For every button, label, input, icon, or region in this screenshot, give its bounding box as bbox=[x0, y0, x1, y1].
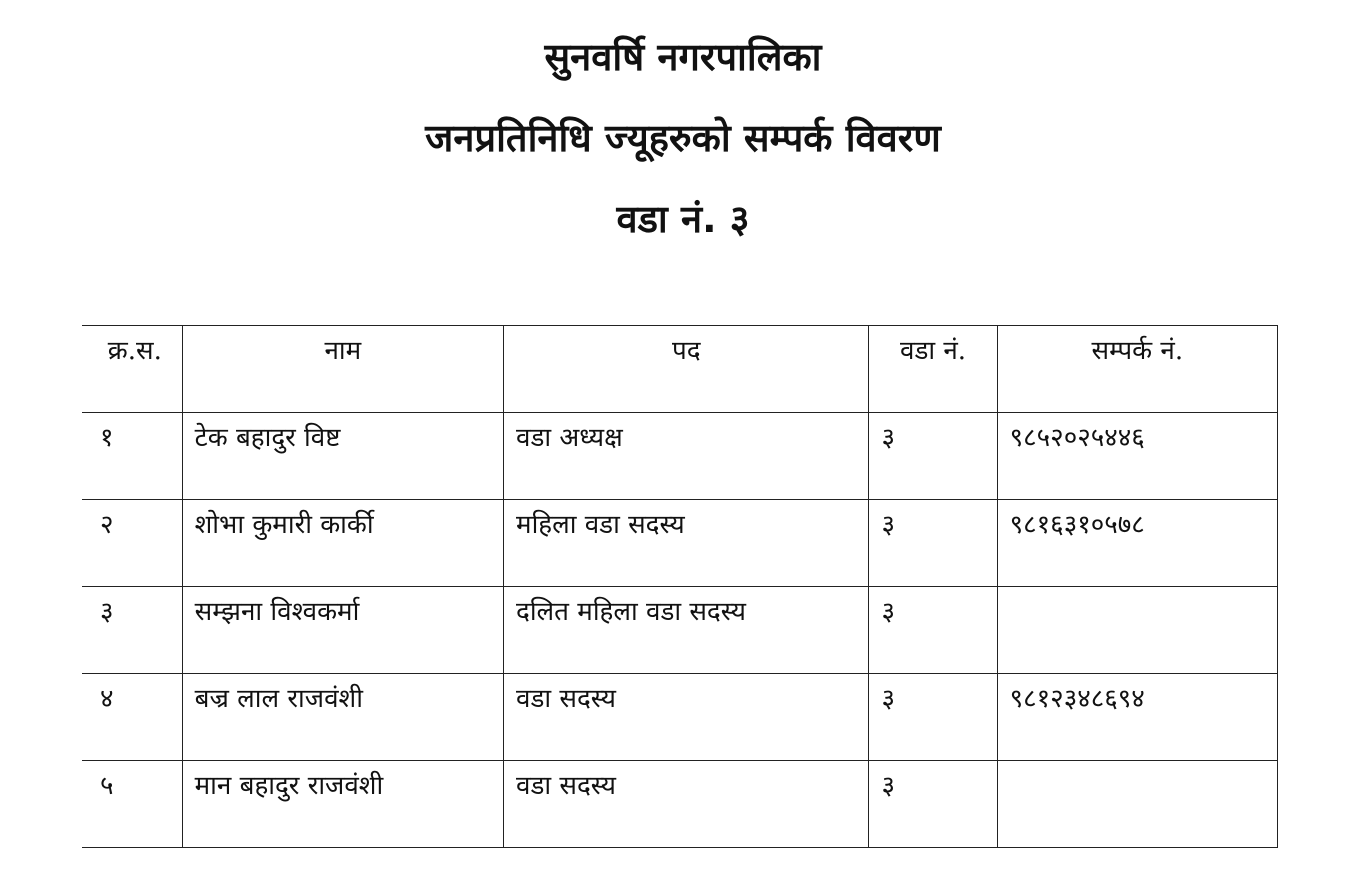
cell-contact-number: ९८५२०२५४४६ bbox=[997, 413, 1277, 500]
cell-name: मान बहादुर राजवंशी bbox=[182, 761, 503, 848]
cell-contact-number bbox=[997, 587, 1277, 674]
header-contact-number: सम्पर्क नं. bbox=[997, 326, 1277, 413]
cell-serial-number: ४ bbox=[82, 674, 182, 761]
cell-name: सम्झना विश्वकर्मा bbox=[182, 587, 503, 674]
cell-serial-number: १ bbox=[82, 413, 182, 500]
header-ward-number: वडा नं. bbox=[869, 326, 997, 413]
header-name: नाम bbox=[182, 326, 503, 413]
cell-ward-number: ३ bbox=[869, 587, 997, 674]
cell-post: महिला वडा सदस्य bbox=[504, 500, 869, 587]
cell-post: वडा अध्यक्ष bbox=[504, 413, 869, 500]
table-row bbox=[82, 500, 1278, 587]
municipality-title: सुनवर्षि नगरपालिका bbox=[544, 35, 822, 79]
header-post: पद bbox=[504, 326, 869, 413]
table-header-row bbox=[82, 326, 1278, 413]
cell-contact-number: ९८१६३१०५७८ bbox=[997, 500, 1277, 587]
table-row bbox=[82, 674, 1278, 761]
cell-ward-number: ३ bbox=[869, 761, 997, 848]
cell-ward-number: ३ bbox=[869, 500, 997, 587]
cell-name: बज्र लाल राजवंशी bbox=[182, 674, 503, 761]
cell-name: टेक बहादुर विष्ट bbox=[182, 413, 503, 500]
cell-post: वडा सदस्य bbox=[504, 761, 869, 848]
cell-post: वडा सदस्य bbox=[504, 674, 869, 761]
cell-serial-number: ५ bbox=[82, 761, 182, 848]
cell-serial-number: २ bbox=[82, 500, 182, 587]
cell-post: दलित महिला वडा सदस्य bbox=[504, 587, 869, 674]
cell-serial-number: ३ bbox=[82, 587, 182, 674]
representatives-contact-table bbox=[82, 325, 1278, 848]
header-serial-number: क्र.स. bbox=[82, 326, 182, 413]
cell-ward-number: ३ bbox=[869, 674, 997, 761]
table-row bbox=[82, 761, 1278, 848]
cell-ward-number: ३ bbox=[869, 413, 997, 500]
document-subtitle: जनप्रतिनिधि ज्यूहरुको सम्पर्क विवरण bbox=[425, 116, 941, 160]
table-row bbox=[82, 413, 1278, 500]
cell-contact-number: ९८१२३४८६९४ bbox=[997, 674, 1277, 761]
table-row bbox=[82, 587, 1278, 674]
ward-heading: वडा नं. ३ bbox=[616, 197, 750, 241]
cell-contact-number bbox=[997, 761, 1277, 848]
cell-name: शोभा कुमारी कार्की bbox=[182, 500, 503, 587]
